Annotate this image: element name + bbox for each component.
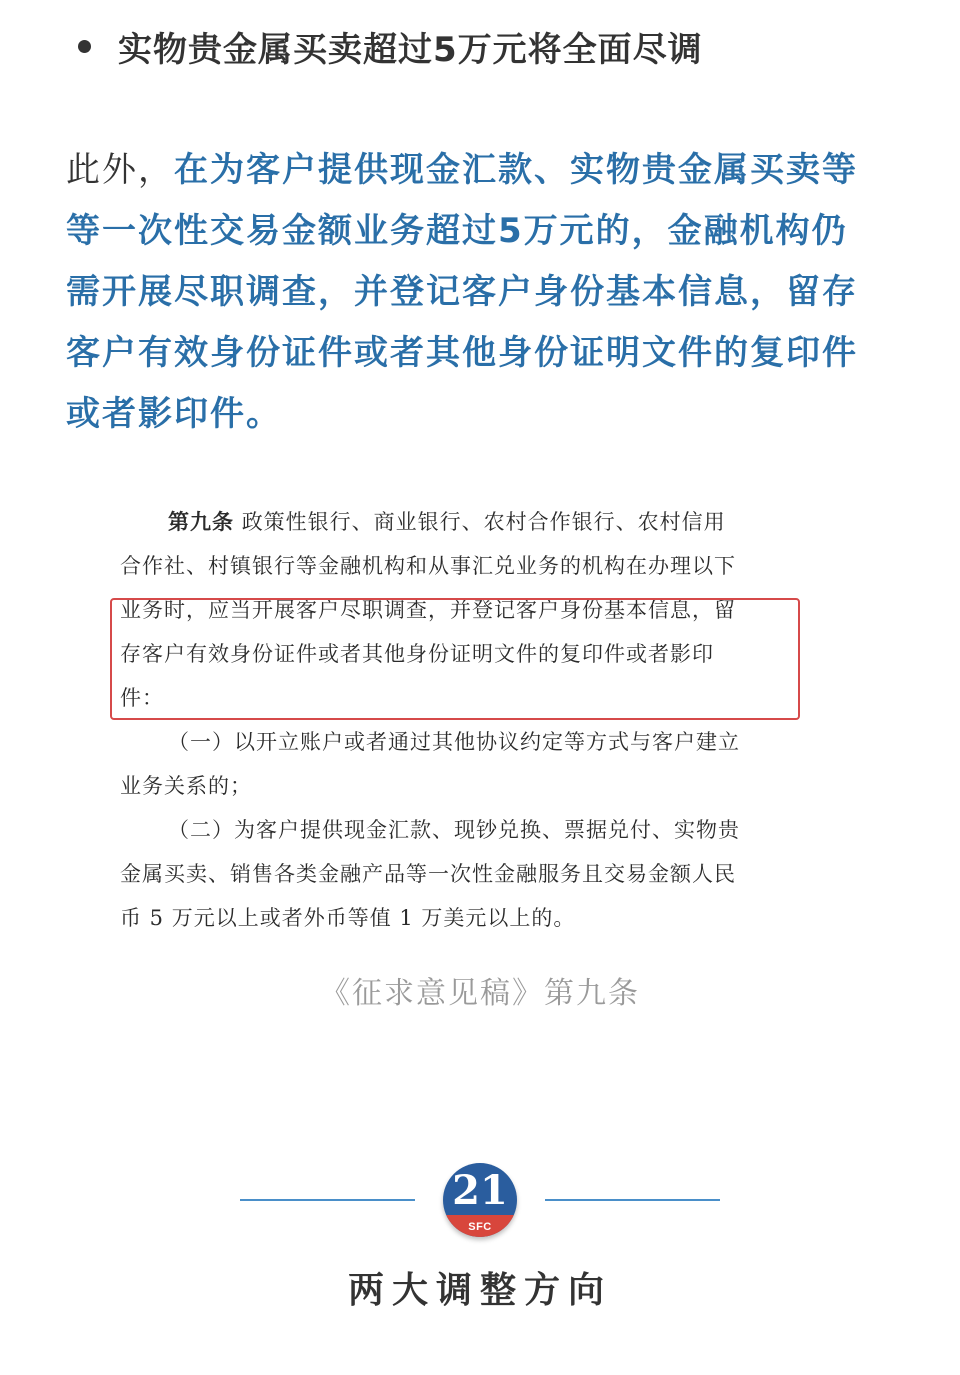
divider-right: [545, 1199, 720, 1201]
bullet-heading: 实物贵金属买卖超过5万元将全面尽调: [118, 30, 703, 70]
bullet-dot-icon: [78, 40, 91, 53]
bullet-item: [78, 22, 703, 71]
scan-line: 币 5 万元以上或者外币等值 1 万美元以上的。: [120, 906, 576, 930]
scan-line: （一）以开立账户或者通过其他协议约定等方式与客户建立: [168, 730, 740, 754]
scan-line: 业务关系的；: [120, 774, 252, 798]
scan-line: 业务时，应当开展客户尽职调查，并登记客户身份基本信息，留: [120, 598, 736, 622]
image-caption: 《征求意见稿》第九条: [320, 976, 640, 1011]
paragraph-line: 需开展尽职调查，并登记客户身份基本信息，留存: [66, 272, 858, 312]
highlight-paragraph: [66, 140, 896, 445]
divider-left: [240, 1199, 415, 1201]
logo-abbr: SFC: [468, 1221, 492, 1233]
paragraph-lead: 此外，: [66, 150, 174, 190]
scan-line: （二）为客户提供现金汇款、现钞兑换、票据兑付、实物贵: [168, 818, 740, 842]
paragraph-line: 客户有效身份证件或者其他身份证明文件的复印件: [66, 333, 858, 373]
scan-line: 合作社、村镇银行等金融机构和从事汇兑业务的机构在办理以下: [120, 554, 736, 578]
document-scan: [100, 500, 800, 965]
paragraph-line: 在为客户提供现金汇款、实物贵金属买卖等: [174, 150, 858, 190]
article-label: 第九条: [168, 509, 234, 534]
red-highlight-box: [110, 598, 800, 720]
scan-line: 件：: [120, 686, 164, 710]
scan-line: 第九条 政策性银行、商业银行、农村合作银行、农村信用: [168, 509, 726, 534]
scan-line: 金属买卖、销售各类金融产品等一次性金融服务且交易金额人民: [120, 862, 736, 886]
logo-band: [443, 1215, 517, 1237]
sfc-logo: [443, 1163, 517, 1237]
paragraph-line: 等一次性交易金额业务超过5万元的，金融机构仍: [66, 211, 848, 251]
section-title: 两大调整方向: [347, 1270, 612, 1311]
logo-number: 21: [452, 1167, 508, 1214]
scan-line: 存客户有效身份证件或者其他身份证明文件的复印件或者影印: [120, 642, 714, 666]
paragraph-line: 或者影印件。: [66, 394, 282, 434]
